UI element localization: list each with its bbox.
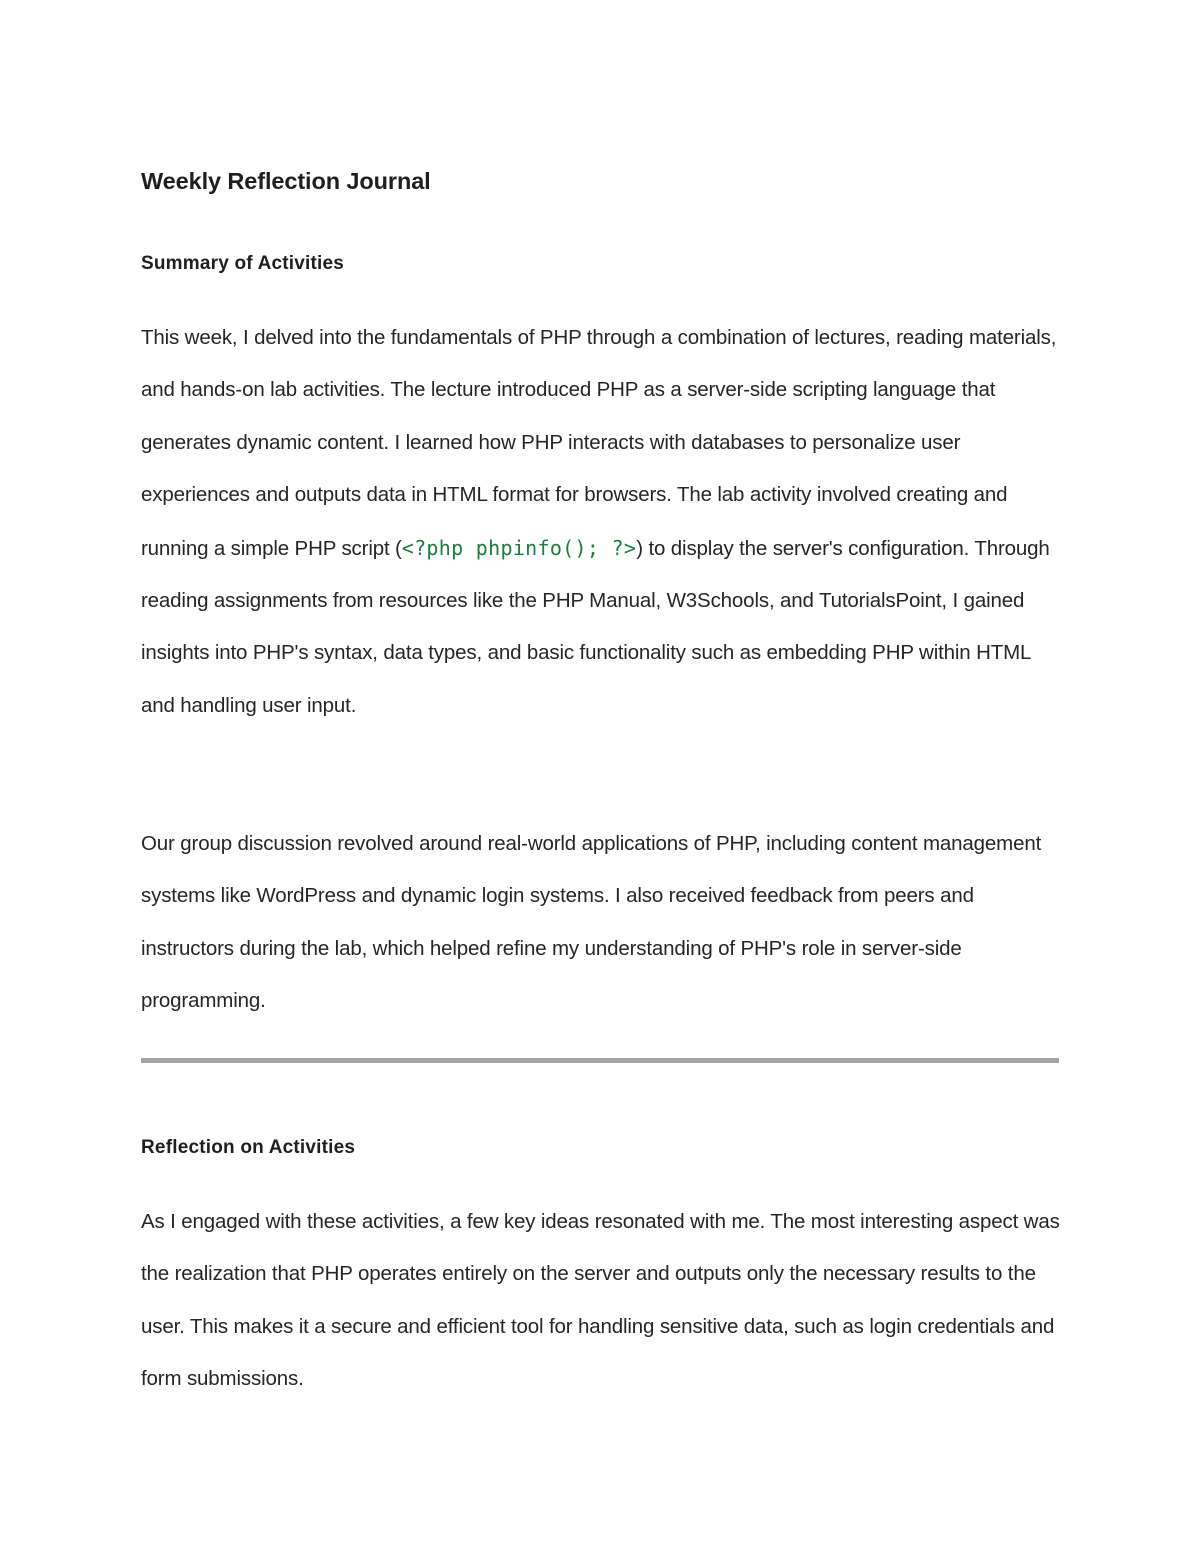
php-code-snippet: <?php phpinfo(); ?> xyxy=(401,535,637,560)
summary-paragraph-1 xyxy=(141,312,1061,732)
document-title: Weekly Reflection Journal xyxy=(141,168,431,194)
summary-paragraph-1-text-a: This week, I delved into the fundamentals of PHP through a combination of lectures, reading materials, and hands-on lab activities. The lecture introduced PHP as a server-side scripting language that generates dynamic content. I learned how PHP interacts with databases to personalize user experiences and outputs data in HTML format for browsers. The lab activity involved creating and running a simple PHP script ( xyxy=(141,326,1057,560)
reflection-heading: Reflection on Activities xyxy=(141,1137,356,1158)
reflection-paragraph-1: As I engaged with these activities, a few key ideas resonated with me. The most interesting aspect was the realization that PHP operates entirely on the server and outputs only the necessary results to the user. This makes it a secure and efficient tool for handling sensitive data, such as login credentials and form submissions. xyxy=(141,1210,1060,1391)
summary-heading: Summary of Activities xyxy=(141,253,345,274)
summary-paragraph-1-text-b: ) to display the server's configuration. Through reading assignments from resources like the PHP Manual, W3Schools, and TutorialsPoint, I gained insights into PHP's syntax, data types, and basic functionality such as embedding PHP within HTML and handling user input. xyxy=(141,536,1050,717)
summary-paragraph-2: Our group discussion revolved around real-world applications of PHP, including content management systems like WordPress and dynamic login systems. I also received feedback from peers and instructors during the lab, which helped refine my understanding of PHP's role in server-side programming. xyxy=(141,832,1042,1013)
section-divider xyxy=(141,1058,1059,1063)
